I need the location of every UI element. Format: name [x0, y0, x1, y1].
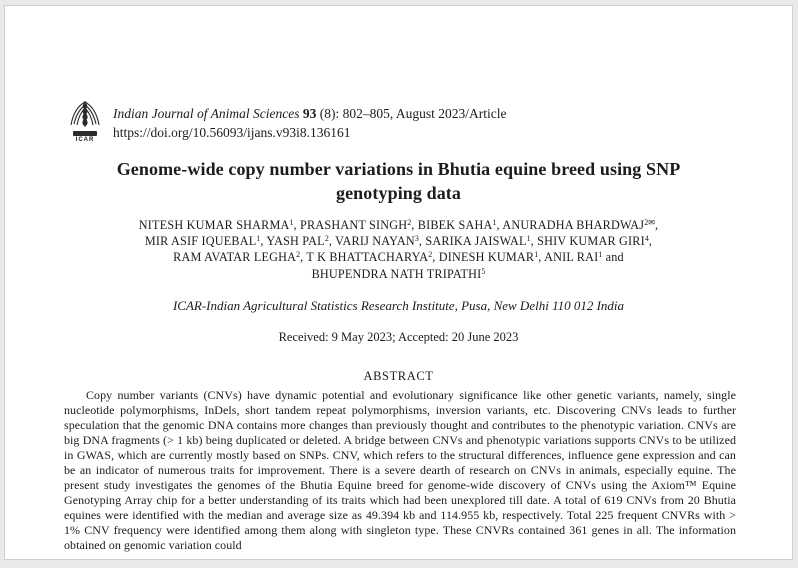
journal-name: Indian Journal of Animal Sciences — [113, 106, 300, 121]
author-line: RAM AVATAR LEGHA$^2$, T K BHATTACHARYA$^2$, DINESH KUMAR$^1$, ANIL RAI$^1$ and — [173, 250, 624, 265]
author-line: NITESH KUMAR SHARMA$^1$, PRASHANT SINGH$^2$, BIBEK SAHA$^1$, ANURADHA $BHARDWAJ^{2✉}$, — [138, 218, 659, 232]
paper-page — [4, 5, 793, 560]
logo-caption: ICAR — [75, 137, 95, 143]
paper-title-line1: Genome-wide copy number variations in Bhutia equine breed using SNP — [116, 159, 681, 179]
paper-title — [45, 157, 752, 205]
journal-volume: 93 — [302, 106, 317, 121]
received-accepted-dates: Received: 9 May 2023; Accepted: 20 June 2023 — [278, 329, 519, 344]
paper-title-line2: genotyping data — [335, 183, 462, 203]
journal-citation-line — [113, 104, 506, 123]
affiliation: ICAR-Indian Agricultural Statistics Research Institute, Pusa, New Delhi 110 012 India — [172, 297, 625, 313]
journal-header — [63, 98, 792, 143]
abstract-heading: ABSTRACT — [363, 368, 434, 383]
logo-hindi-text-bar — [73, 131, 97, 136]
authors-block — [53, 217, 744, 282]
author-line: MIR ASIF IQUEBAL$^1$, YASH PAL$^2$, VARIJ NAYAN$^3$, SARIKA JAISWAL$^1$, SHIV KUMAR GIRI$^4$, — [144, 234, 653, 249]
abstract-text: Copy number variants (CNVs) have dynamic potential and evolutionary significance like other genetic variants, namely, single nucleotide polymorphisms, InDels, short tandem repeat polymorphisms, inversion variants, etc. Discovering CNVs leads to further speculation that the genomic DNA contains more changes than previously thought and contributes to the phenotypic variation. CNVs are big DNA fragments (> 1 kb) being duplicated or deleted. A bridge between CNVs and phenotypic variations supports CNVs to be utilized in GWAS, which are currently mostly based on SNPs. CNV, which refers to the structural differences, influence gene expression and can be an indicator of numerous traits for improvement. There is a severe dearth of research on CNVs in animals, especially equine. The present study investigates the genomes of the Bhutia Equine breed for genome-wide discovery of CNVs using the Axiom™ Equine Genotyping Array chip for a better understanding of its traits which had been unexplored till date. A total of 619 CNVs from 20 Bhutia equines were identified with the median and average size as 49.394 kb and 114.955 kb, respectively. Total 225 frequent CNVRs with > 1% CNV frequency were identified among them along with singleton type. These CNVRs contained 361 genes in all. The information obtained on genomic variation could — [64, 387, 736, 552]
journal-citation-block — [113, 98, 506, 142]
icar-logo-icon — [63, 98, 107, 143]
author-line: BHUPENDRA NATH TRIPATHI$^5$ — [311, 266, 486, 281]
doi-text: https://doi.org/10.56093/ijans.v93i8.136161 — [113, 125, 351, 140]
journal-issue-pages: (8): 802–805, August 2023/Article — [319, 106, 507, 121]
